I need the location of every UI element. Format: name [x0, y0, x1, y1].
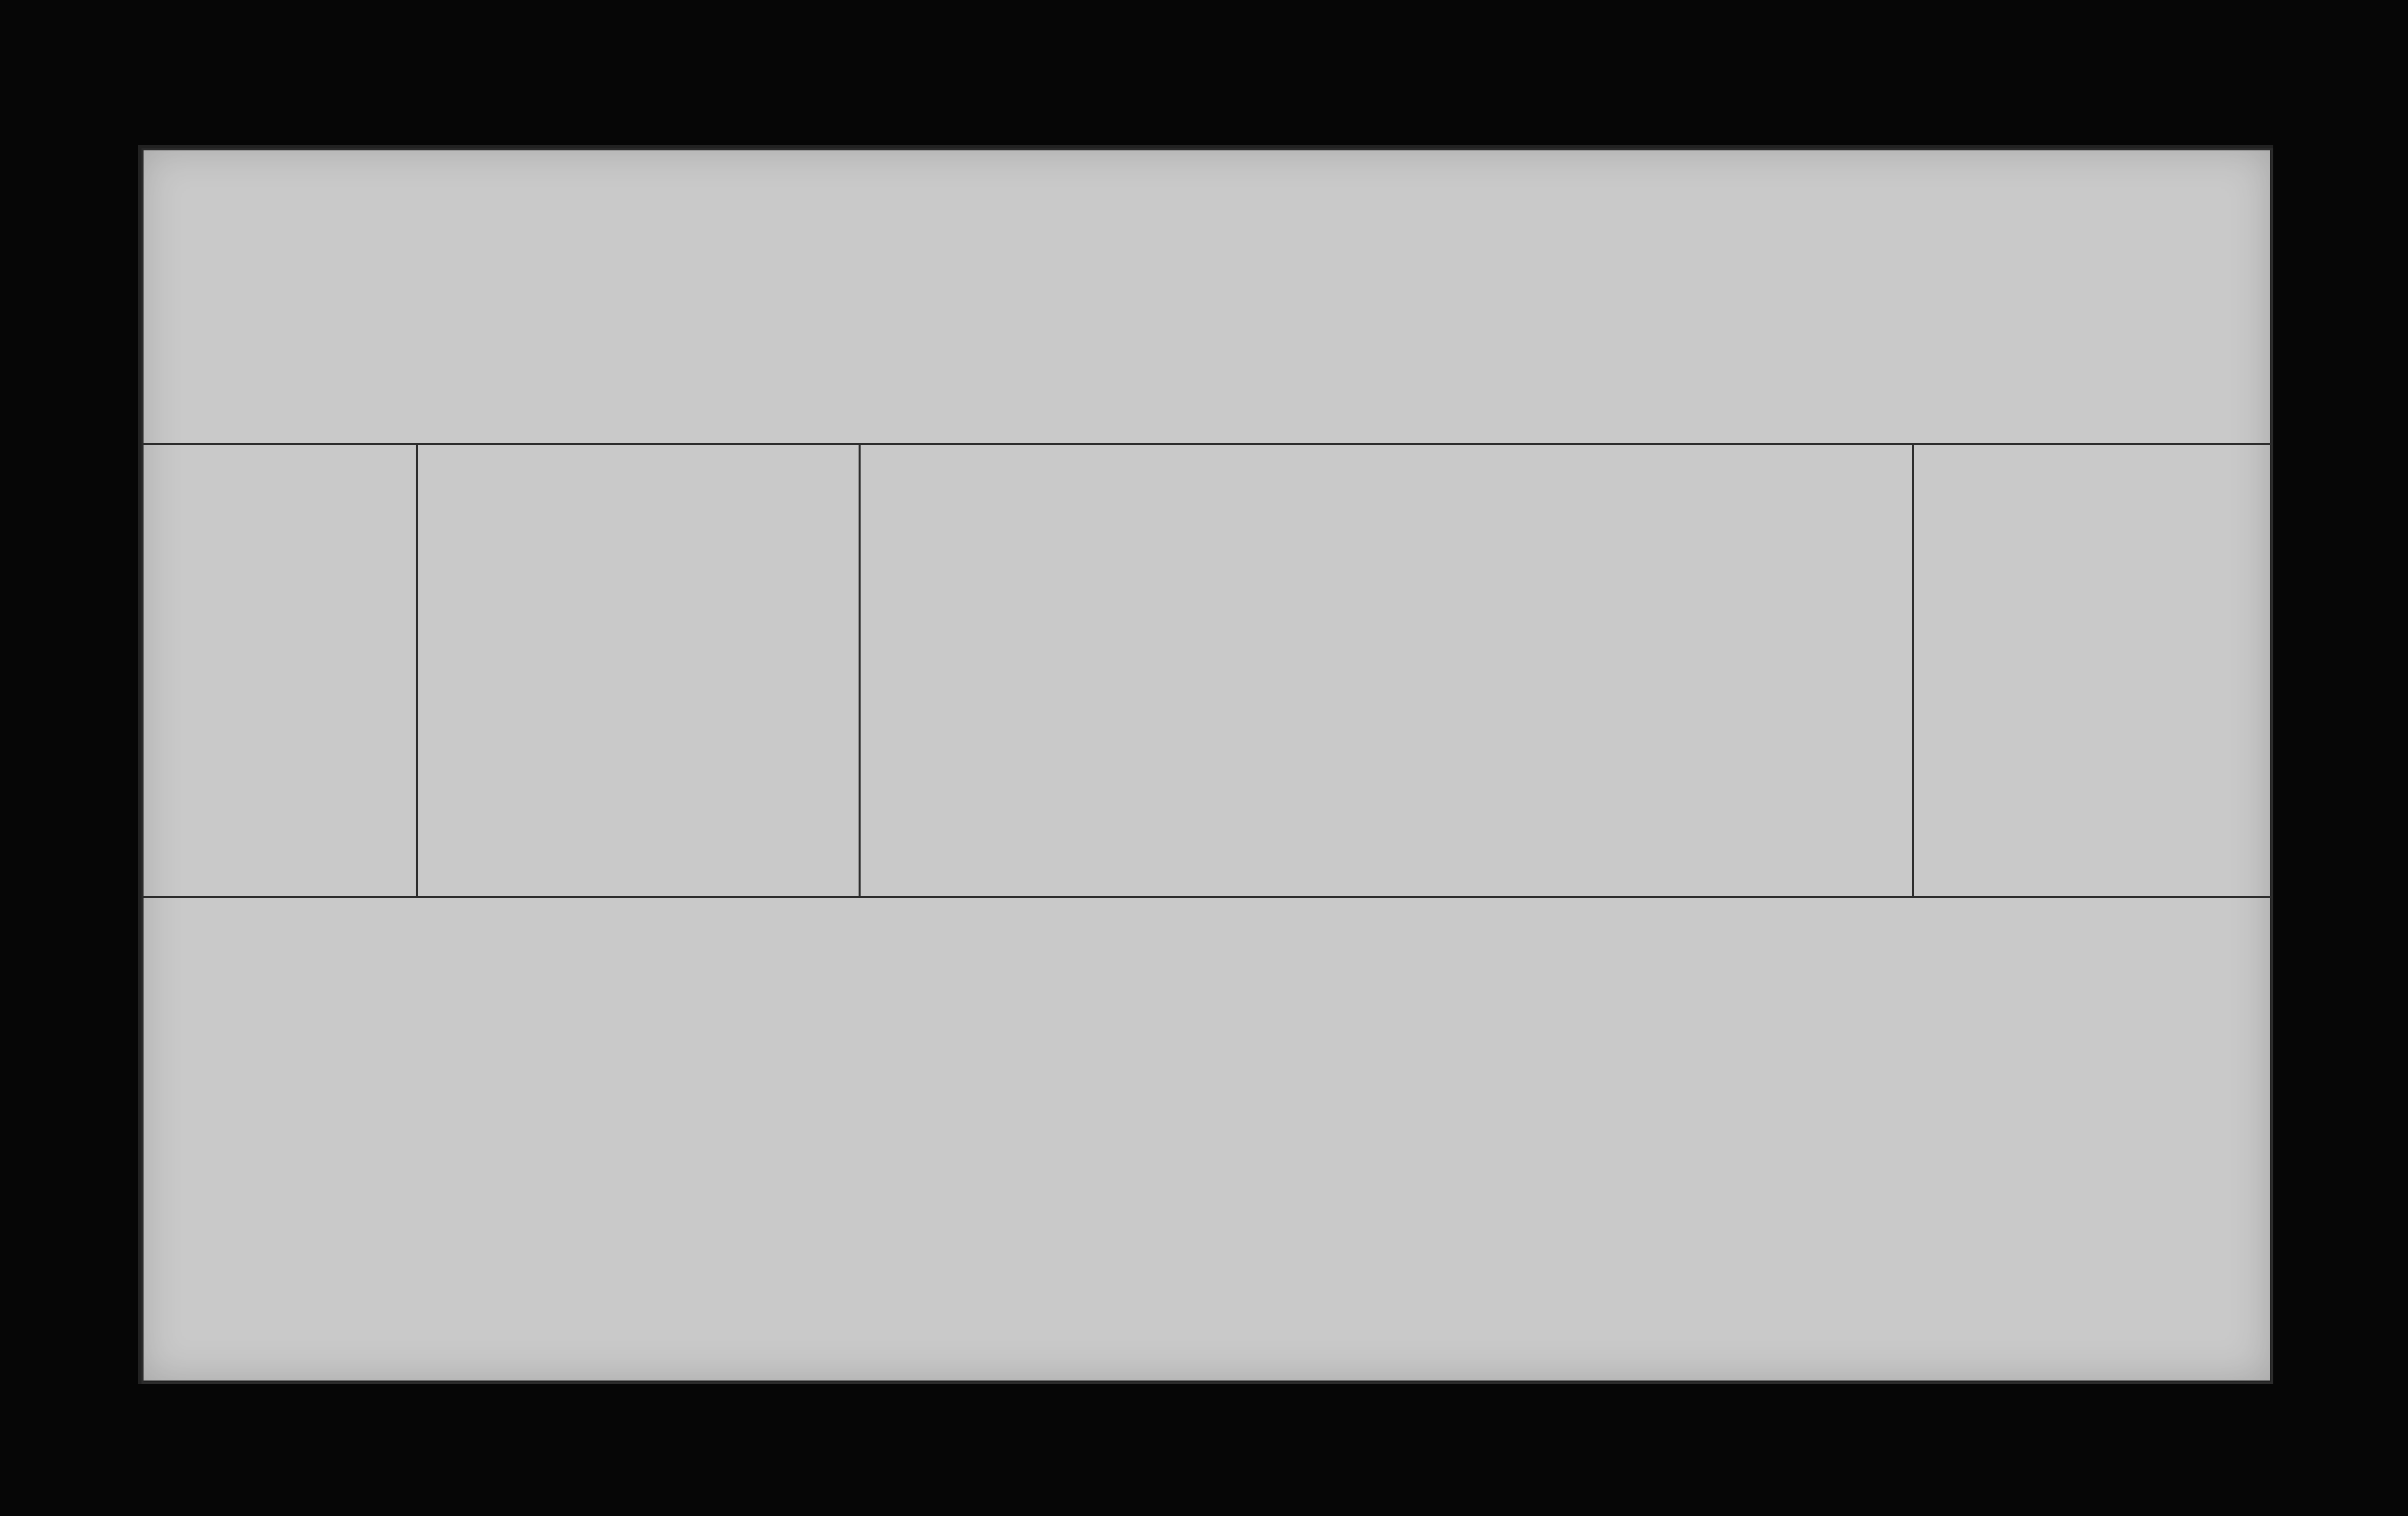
hired-workers-block [142, 443, 418, 898]
private-estate-questions [859, 443, 1914, 898]
trade-establishments-block [416, 443, 861, 898]
census-card [138, 145, 2273, 1384]
crop-sowing-table [142, 148, 2273, 445]
population-block [1912, 443, 2273, 898]
lease-table [142, 896, 2273, 1384]
